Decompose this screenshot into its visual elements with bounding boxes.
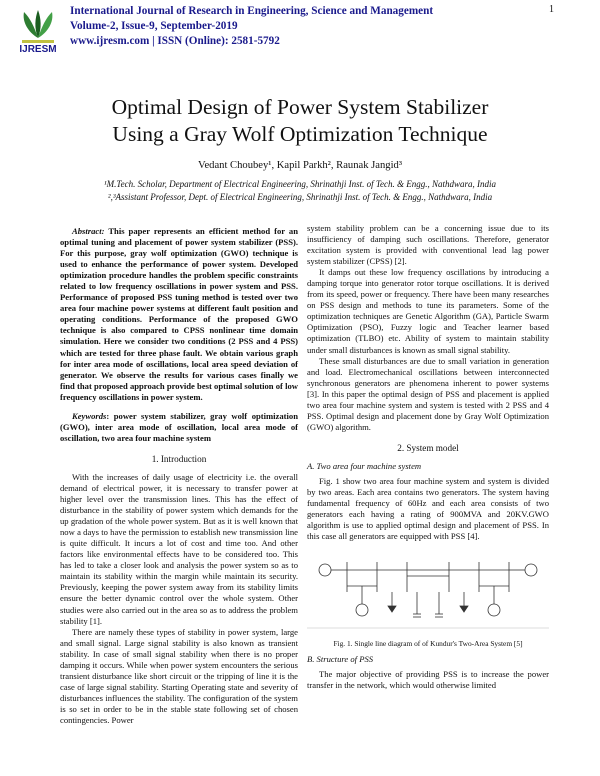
section-heading-introduction: 1. Introduction: [151, 453, 207, 464]
abstract-label: Abstract:: [72, 226, 105, 236]
subsection-b-heading: B. Structure of PSS: [307, 654, 374, 665]
abstract-text: This paper represents an efficient method for an optimal tuning and placement of power system stabilizer (PSS). For this purpose, gray wolf optimization (GWO) technique is used to enhance the performance of power system. Developed optimization procedure handles the problem specific constraints related to low frequency oscillations in power system and PSS. Performance of proposed PSS tuning method is tested over two area four machine power systems at different fault position and operating conditions. Performance of the proposed GWO technique is also compared to CPSS nonlinear time domain simulation. Here we consider two conditions (2 PSS and 4 PSS) which are tested for three phase fault. We obtain various graph for inter area mode of oscillations, local area speed deviation of generator. We observe the results for various cases finally we find that proposed approach provide best optimal solution of low frequency oscillations in power system.: [60, 226, 298, 402]
right-paragraph-1: system stability problem can be a concerning issue due to its insufficiency of damping such oscillations. Therefore, generator excitation system is provided with conventional lead lag power system stabilizer (CPSS) [2].: [307, 223, 549, 267]
left-column: [60, 226, 298, 726]
figure-1-diagram: [307, 550, 549, 634]
affiliation-2: ²,³Assistant Professor, Dept. of Electrical Engineering, Shrinathji Inst. of Tech. & Engg., Nathdwara, India: [107, 192, 493, 202]
subsection-a-paragraph: Fig. 1 show two area four machine system and system is divided by two areas. Each area contains two generators. The system having fundamental frequency of 60Hz and each area consists of two generators each having a rating of 900MVA and 20KV.GWO algorithm is use to applied optimal design and placement of PSS. In this case all generators are equipped with PSS [4].: [307, 475, 549, 542]
keywords-label: Keywords: [72, 410, 107, 421]
journal-name: International Journal of Research in Engineering, Science and Management: [70, 5, 434, 17]
journal-volume: Volume-2, Issue-9, September-2019: [70, 20, 238, 32]
paper-title: [0, 94, 600, 148]
right-paragraph-2: It damps out these low frequency oscillations by introducing a damping torque into generator rotor torque oscillations. It is derived from its speed, power or frequency. There have been many researches on PSS design and methods to tune its parameters. Some of the optimization techniques are Genetic Algorithm (GA), Particle Swarm Optimization (PSO), Fuzzy logic and Teacher learner based optimization (TLBO) etc. Ability of system to maintain stability under small disturbances is known as small signal stability.: [307, 267, 549, 355]
figure-1-caption: Fig. 1. Single line diagram of of Kundur's Two-Area System [5]: [333, 639, 523, 649]
keywords-text: : power system stabilizer, gray wolf optimization (GWO), inter area mode of oscillation, local area mode of oscillation, two area four machine system: [60, 410, 298, 443]
title-line-2: Using a Gray Wolf Optimization Technique: [112, 122, 488, 146]
abstract: [60, 226, 298, 403]
right-column: [307, 223, 549, 691]
subsection-a-heading: A. Two area four machine system: [307, 460, 422, 471]
right-paragraph-3: These small disturbances are due to small variation in generation and load. Electromechanical oscillations between interconnected synchronous generators are phenomena inherent to power systems [3]. In this paper the optimal design of PSS and placement is applied two area four machine system and system is tested with 2 PSS and 4 PSS. Optimal design and placement done by Gray Wolf Optimization (GWO) algorithm.: [307, 355, 549, 432]
intro-paragraph-2: There are namely these types of stability in power system, large and small signal. Large signal stability is also known as transient stability. In case of small signal stability when there is no proper damping it occurs. While when power system encounters the serious transient disturbance like short circuit or the tripping of line it is the case of large signal stability. Starting Operating state and severity of disturbances influences the stability. The configuration of the system is so set in order to be in the stable state following set of chosen contingencies. Power: [60, 626, 298, 725]
title-line-1: Optimal Design of Power System Stabilizer: [111, 95, 489, 119]
logo-text: IJRESM: [19, 44, 57, 55]
subsection-b-paragraph: The major objective of providing PSS is to increase the power transfer in the network, which would otherwise limited: [307, 669, 549, 691]
journal-logo: [14, 8, 62, 58]
keywords: [60, 411, 298, 444]
authors: Vedant Choubey¹, Kapil Parkh², Raunak Jangid³: [197, 160, 402, 171]
journal-header: [70, 4, 540, 49]
affiliation-1: ¹M.Tech. Scholar, Department of Electrical Engineering, Shrinathji Inst. of Tech. & Engg., Nathdwara, India: [103, 179, 496, 189]
section-heading-system-model: 2. System model: [397, 442, 459, 453]
page-number: 1: [549, 4, 554, 15]
intro-paragraph-1: With the increases of daily usage of electricity i.e. the overall demand of electrical power, it is necessary to transfer power at higher level over the transmission lines. This has the effect of disturbance in the stability of power system which demands for the up gradation of the whole power system. But as it is well known that now a days to have the permission to establish new transmission line is quite difficult. It incurs a lot of cost and time too. And other factors like environmental effects have to be considered too. This has led to take a closer look and analysis the power system so as to maintain its stability within the margin while maintain its security. Previously, keeping the power system away from its stability limits ensure the better dynamic control over the whole system. Other studies were also carried out in the area so as to address the problem stability [1].: [60, 471, 298, 626]
journal-website[interactable]: www.ijresm.com | ISSN (Online): 2581-5792: [70, 35, 280, 47]
